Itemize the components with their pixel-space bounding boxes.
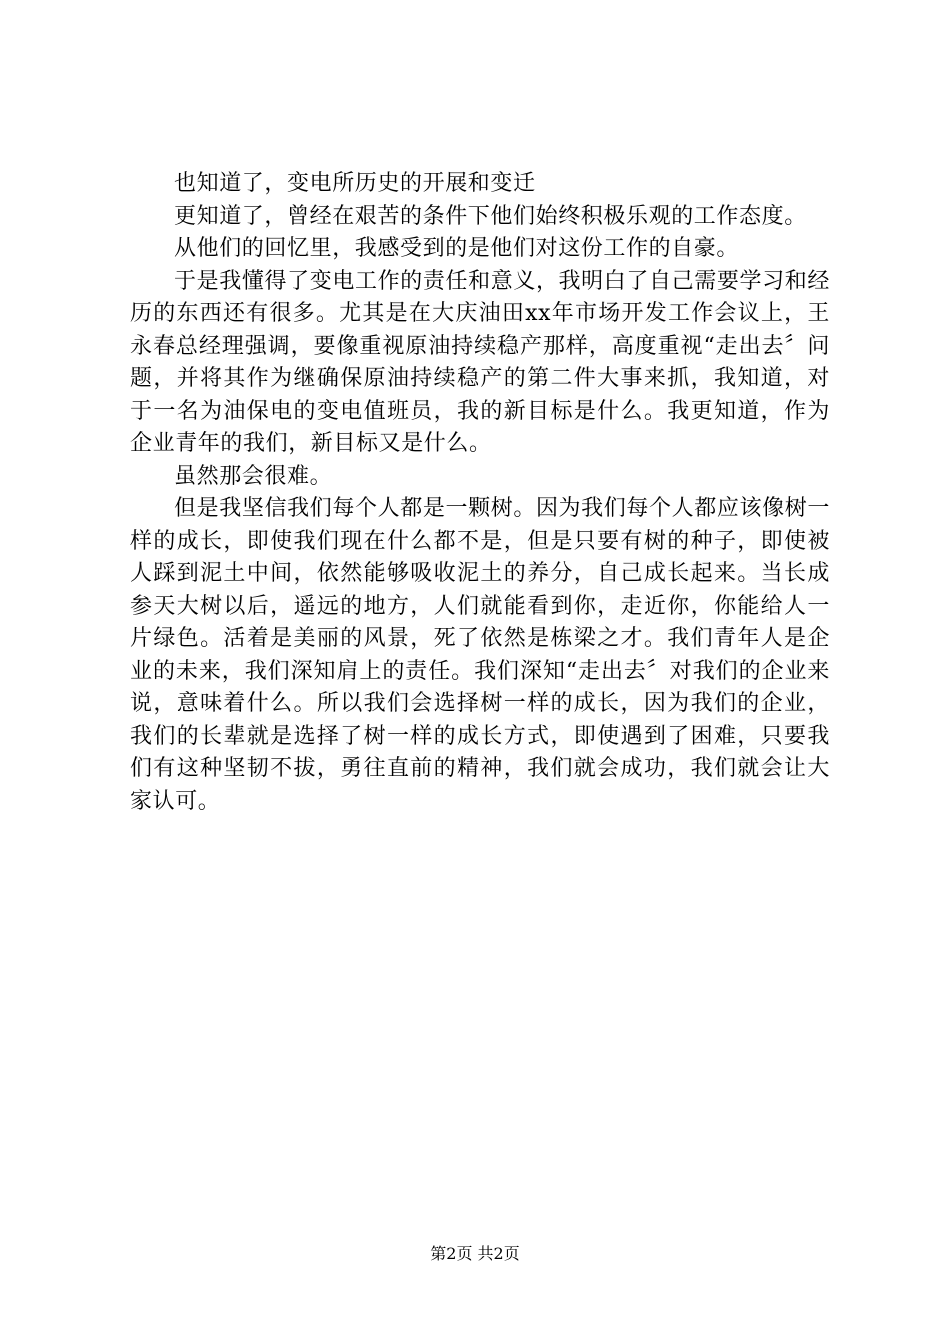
paragraph-6: 但是我坚信我们每个人都是一颗树。因为我们每个人都应该像树一样的成长，即使我们现在什么都不是，但是只要有树的种子，即使被人踩到泥土中间，依然能够吸收泥土的养分，自己成长起来。当长成参天大树以后，遥远的地方，人们就能看到你，走近你，你能给人一片绿色。活着是美丽的风景，死了依然是栋梁之才。我们青年人是企业的未来，我们深知肩上的责任。我们深知“走出去〞对我们的企业来说，意味着什么。所以我们会选择树一样的成长，因为我们的企业，我们的长辈就是选择了树一样的成长方式，即使遇到了困难，只要我们有这种坚韧不拔，勇往直前的精神，我们就会成功，我们就会让大家认可。 [130, 496, 830, 814]
paragraph-2: 更知道了，曾经在艰苦的条件下他们始终积极乐观的工作态度。 [174, 203, 807, 229]
page-number-label: 第2页 共2页 [430, 1244, 520, 1263]
paragraph-3: 从他们的回忆里，我感受到的是他们对这份工作的自豪。 [174, 236, 740, 261]
paragraph-1: 也知道了，变电所历史的开展和变迁 [174, 171, 536, 196]
paragraph-4: 于是我懂得了变电工作的责任和意义，我明白了自己需要学习和经历的东西还有很多。尤其是在大庆油田xx年市场开发工作会议上，王永春总经理强调，要像重视原油持续稳产那样，高度重视“走出去〞问题，并将其作为继确保原油持续稳产的第二件大事来抓，我知道，对于一名为油保电的变电值班员，我的新目标是什么。我更知道，作为企业青年的我们，新目标又是什么。 [130, 268, 830, 456]
document-body [130, 168, 830, 818]
paragraph-5: 虽然那会很难。 [174, 463, 333, 489]
page-footer [0, 1243, 950, 1265]
